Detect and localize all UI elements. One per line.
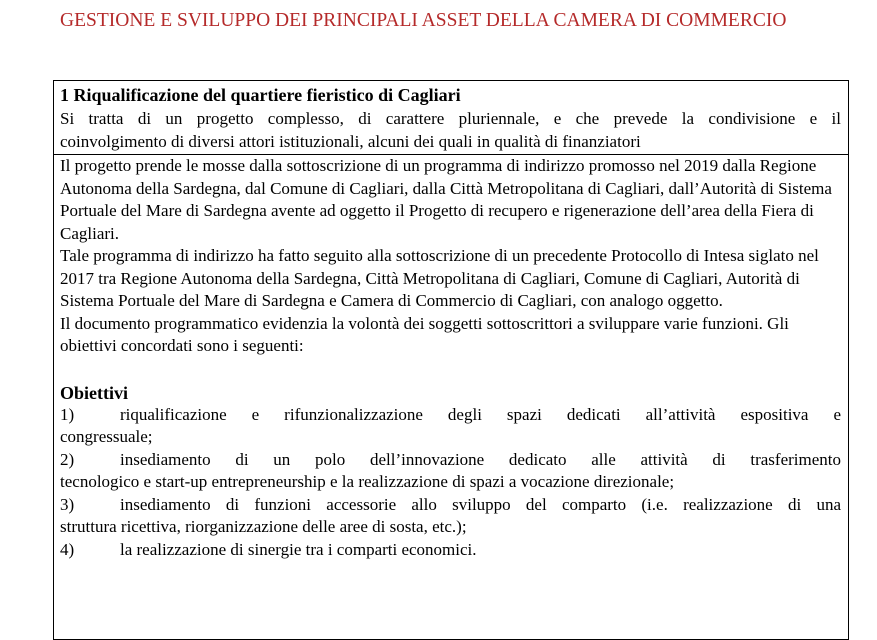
paragraph: Il documento programmatico evidenzia la volontà dei soggetti sottoscrittori a sviluppare varie funzioni. Gli obiettivi concordati sono i seguenti:	[60, 313, 789, 355]
section-summary-line-1: Si tratta di un progetto complesso, di carattere pluriennale, e che prevede la condivisione e il	[60, 109, 841, 128]
section-number: 1	[60, 85, 69, 105]
section-body	[54, 155, 848, 561]
objective-item	[60, 449, 841, 494]
objective-number: 4)	[60, 539, 75, 559]
objective-text: la realizzazione di sinergie tra i comparti economici.	[120, 539, 477, 559]
objective-text-continued: struttura ricettiva, riorganizzazione delle aree di sosta, etc.);	[60, 517, 467, 536]
section-title-row	[60, 84, 841, 108]
section-summary-line-2: coinvolgimento di diversi attori istituzionali, alcuni dei quali in qualità di finanziatori	[60, 131, 641, 151]
objective-text-continued: congressuale;	[60, 427, 153, 446]
objectives-label: Obiettivi	[60, 382, 128, 403]
paragraph: Il progetto prende le mosse dalla sottoscrizione di un programma di indirizzo promosso nel 2019 dalla Regione Autonoma della Sardegna, dal Comune di Cagliari, dalla Città Metropolitana di Cagliari, dall’Autorità di Sistema Portuale del Mare di Sardegna avente ad oggetto il Progetto di recupero e rigenerazione dell’area della Fiera di Cagliari.	[60, 156, 832, 243]
section-title: Riqualificazione del quartiere fieristico di Cagliari	[73, 85, 461, 105]
objective-text: insediamento di un polo dell’innovazione dedicato alle attività di trasferimento	[120, 449, 841, 469]
objective-text-continued: tecnologico e start-up entrepreneurship e la realizzazione di spazi a vocazione direzionale;	[60, 472, 675, 491]
objective-number: 1)	[60, 404, 75, 424]
paragraph: Tale programma di indirizzo ha fatto seguito alla sottoscrizione di un precedente Protocollo di Intesa siglato nel 2017 tra Regione Autonoma della Sardegna, Città Metropolitana di Cagliari, Comune di Cagliari, Autorità di Sistema Portuale del Mare di Sardegna e Camera di Commercio di Cagliari, con analogo oggetto.	[60, 246, 819, 310]
objective-number: 3)	[60, 494, 75, 514]
project-box	[53, 80, 849, 640]
objective-number: 2)	[60, 449, 75, 469]
objective-item	[60, 404, 841, 449]
section-header	[54, 81, 848, 155]
objective-text: riqualificazione e rifunzionalizzazione degli spazi dedicati all’attività espositiva e	[120, 404, 841, 424]
page-heading: GESTIONE E SVILUPPO DEI PRINCIPALI ASSET DELLA CAMERA DI COMMERCIO	[60, 10, 787, 31]
objective-text: insediamento di funzioni accessorie allo sviluppo del comparto (i.e. realizzazione di una	[120, 494, 841, 514]
objective-item	[60, 539, 841, 562]
objective-item	[60, 494, 841, 539]
